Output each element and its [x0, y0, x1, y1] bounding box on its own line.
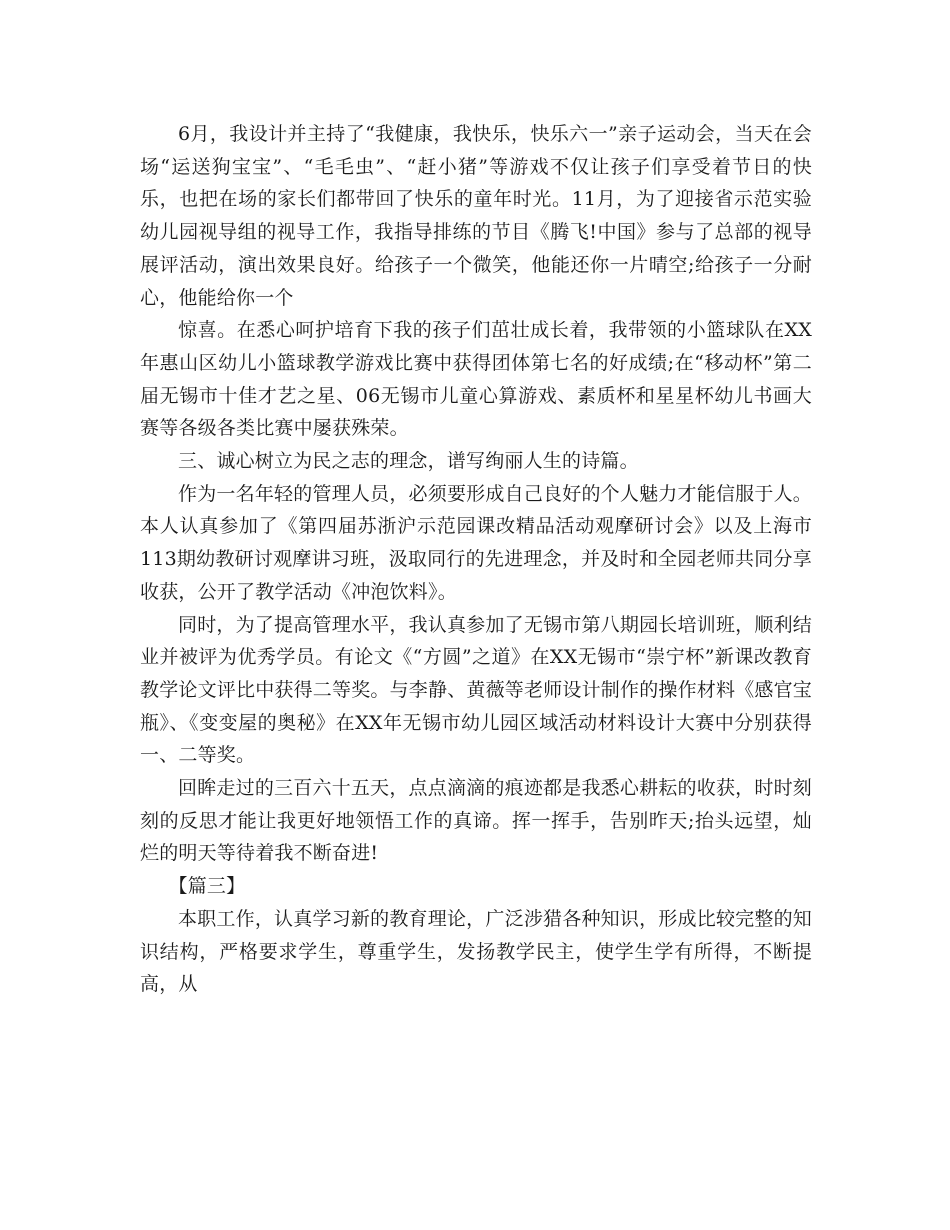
document-body	[140, 118, 812, 1001]
paragraph-reflection: 回眸走过的三百六十五天，点点滴滴的痕迹都是我悉心耕耘的收获，时时刻刻的反思才能让我更好地领悟工作的真谛。挥一挥手，告别昨天;抬头远望，灿烂的明天等待着我不断奋进!	[140, 777, 812, 865]
paragraph-sports-event: 6月，我设计并主持了“我健康，我快乐，快乐六一”亲子运动会，当天在会场“运送狗宝宝”、“毛毛虫”、“赶小猪”等游戏不仅让孩子们享受着节日的快乐，也把在场的家长们都带回了快乐的童年时光。11月，为了迎接省示范实验幼儿园视导组的视导工作，我指导排练的节目《腾飞!中国》参与了总部的视导展评活动，演出效果良好。给孩子一个微笑，他能还你一片晴空;给孩子一分耐心，他能给你一个	[140, 123, 812, 309]
section-heading-part-three: 【篇三】	[168, 875, 246, 898]
paragraph-job-duties: 本职工作，认真学习新的教育理论，广泛涉猎各种知识，形成比较完整的知识结构，严格要求学生，尊重学生，发扬教学民主，使学生学有所得，不断提高，从	[140, 907, 812, 996]
paragraph-principal-training: 同时，为了提高管理水平，我认真参加了无锡市第八期园长培训班，顺利结业并被评为优秀学员。有论文《“方圆”之道》在XX无锡市“崇宁杯”新课改教育教学论文评比中获得二等奖。与李静、黄薇等老师设计制作的操作材料《感官宝瓶》、《变变屋的奥秘》在XX年无锡市幼儿园区域活动材料设计大赛中分别获得一、二等奖。	[140, 613, 813, 767]
paragraph-section-three-title: 三、诚心树立为民之志的理念，谱写绚丽人生的诗篇。	[178, 450, 639, 473]
paragraph-management-training: 作为一名年轻的管理人员，必须要形成自己良好的个人魅力才能信服于人。本人认真参加了《第四届苏浙沪示范园课改精品活动观摩研讨会》以及上海市113期幼教研讨观摩讲习班，汲取同行的先进理念，并及时和全园老师共同分享收获，公开了教学活动《冲泡饮料》。	[140, 482, 812, 603]
paragraph-basketball-awards: 惊喜。在悉心呵护培育下我的孩子们茁壮成长着，我带领的小篮球队在XX年惠山区幼儿小篮球教学游戏比赛中获得团体第七名的好成绩;在“移动杯”第二届无锡市十佳才艺之星、06无锡市儿童心算游戏、素质杯和星星杯幼儿书画大赛等各级各类比赛中屡获殊荣。	[140, 319, 812, 440]
